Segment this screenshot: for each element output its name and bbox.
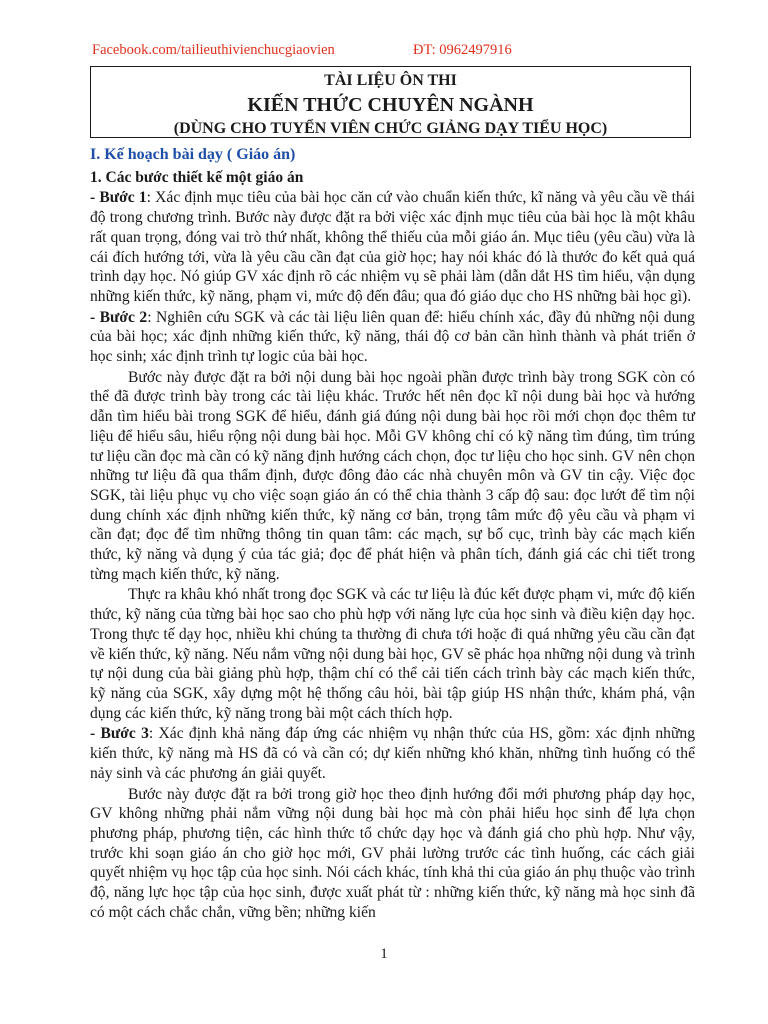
paragraph-step-3 bbox=[90, 724, 695, 783]
paragraph-3: Bước này được đặt ra bởi nội dung bài học ngoài phần được trình bày trong SGK còn có thể đã được trình bày trong các tài liệu khác. Trước hết nên đọc kĩ nội dung bài học và hướng dẫn tìm hiểu bài trong SGK để hiểu, đánh giá đúng nội dung bài học rồi mới chọn đọc thêm tư liệu để hiểu sâu, hiểu rộng nội dung bài học. Mỗi GV không chỉ có kỹ năng tìm đúng, tìm trúng tư liệu cần đọc mà cần có kỹ năng định hướng cách chọn, đọc tư liệu cho học sinh. GV nên chọn những tư liệu đã qua thẩm định, được đông đảo các nhà chuyên môn và GV tin cậy. Việc đọc SGK, tài liệu phục vụ cho việc soạn giáo án có thể chia thành 3 cấp độ sau: đọc lướt để tìm nội dung chính xác định những kiến thức, kỹ năng cơ bản, trọng tâm mức độ yêu cầu và phạm vi cần đạt; đọc để tìm những thông tin quan tâm: các mạch, sự bố cục, trình bày các mạch kiến thức, kỹ năng và dụng ý của tác giả; đọc để phát hiện và phân tích, đánh giá các chi tiết trong từng mạch kiến thức, kỹ năng. bbox=[90, 368, 695, 583]
title-box bbox=[90, 66, 691, 138]
document-body bbox=[90, 145, 695, 922]
paragraph-6: Bước này được đặt ra bởi trong giờ học theo định hướng đổi mới phương pháp dạy học, GV không những phải nắm vững nội dung bài học mà còn phải hiểu học sinh để lựa chọn phương pháp, phương tiện, các hình thức tổ chức dạy học và đánh giá cho phù hợp. Như vậy, trước khi soạn giáo án cho giờ học mới, GV phải lường trước các tình huống, các cách giải quyết nhiệm vụ học tập của học sinh. Nói cách khác, tính khả thi của giáo án phụ thuộc vào trình độ, năng lực học tập của học sinh, được xuất phát từ : những kiến thức, kỹ năng mà học sinh đã có một cách chắc chắn, vững bền; những kiến bbox=[90, 785, 695, 921]
step-3-label: - Bước 3 bbox=[90, 725, 149, 743]
step-3-text: : Xác định khả năng đáp ứng các nhiệm vụ nhận thức của HS, gồm: xác định những kiến thức, kỹ năng mà HS đã có và cần có; dự kiến những khó khăn, những tình huống có thể nảy sinh và các phương án giải quyết. bbox=[90, 725, 696, 782]
title-line-3: (DÙNG CHO TUYỂN VIÊN CHỨC GIẢNG DẠY TIỂU HỌC) bbox=[173, 120, 608, 137]
paragraph-step-2 bbox=[90, 308, 695, 367]
title-line-1: TÀI LIỆU ÔN THI bbox=[324, 72, 457, 89]
section-subheading: 1. Các bước thiết kế một giáo án bbox=[90, 168, 304, 186]
facebook-link[interactable]: Facebook.com/tailieuthivienchucgiaovien bbox=[92, 42, 335, 58]
step-1-text: : Xác định mục tiêu của bài học căn cứ vào chuẩn kiến thức, kĩ năng và yêu cầu về thái độ trong chương trình. Bước này được đặt ra bởi việc xác định mục tiêu của bài học là một khâu rất quan trọng, đóng vai trò thứ nhất, không thể thiếu của mỗi giáo án. Mục tiêu (yêu cầu) vừa là cái đích hướng tới, vừa là yêu cầu cần đạt của giờ học; hay nói khác đó là thước đo kết quả quá trình dạy học. Nó giúp GV xác định rõ các nhiệm vụ sẽ phải làm (dẫn dắt HS tìm hiểu, vận dụng những kiến thức, kỹ năng, phạm vi, mức độ đến đâu; qua đó giáo dục cho HS những bài học gì). bbox=[90, 189, 695, 305]
paragraph-4: Thực ra khâu khó nhất trong đọc SGK và các tư liệu là đúc kết được phạm vi, mức độ kiến thức, kỹ năng của từng bài học sao cho phù hợp với năng lực của học sinh và điều kiện dạy học. Trong thực tế dạy học, nhiều khi chúng ta thường đi chưa tới hoặc đi quá những yêu cầu cần đạt về kiến thức, kỹ năng. Nếu nắm vững nội dung bài học, GV sẽ phác họa những nội dung và trình tự nội dung của bài giảng phù hợp, thậm chí có thể cải tiến cách trình bày các mạch kiến thức, kỹ năng của SGK, xây dựng một hệ thống câu hỏi, bài tập giúp HS nhận thức, khám phá, vận dụng các kiến thức, kỹ năng trong bài một cách thích hợp. bbox=[90, 586, 695, 722]
page-header bbox=[92, 42, 692, 59]
phone-number: ĐT: 0962497916 bbox=[413, 42, 512, 58]
step-2-text: : Nghiên cứu SGK và các tài liệu liên quan để: hiểu chính xác, đầy đủ những nội dung của bài học; xác định những kiến thức, kỹ năng, thái độ cơ bản cần hình thành và phát triển ở học sinh; xác định trình tự logic của bài học. bbox=[90, 308, 695, 366]
title-line-2: KIẾN THỨC CHUYÊN NGÀNH bbox=[247, 94, 534, 116]
paragraph-step-1 bbox=[90, 188, 695, 306]
page-number: 1 bbox=[380, 946, 388, 962]
section-heading: I. Kế hoạch bài dạy ( Giáo án) bbox=[90, 146, 296, 163]
step-2-label: - Bước 2 bbox=[90, 308, 148, 326]
step-1-label: - Bước 1 bbox=[90, 189, 147, 207]
